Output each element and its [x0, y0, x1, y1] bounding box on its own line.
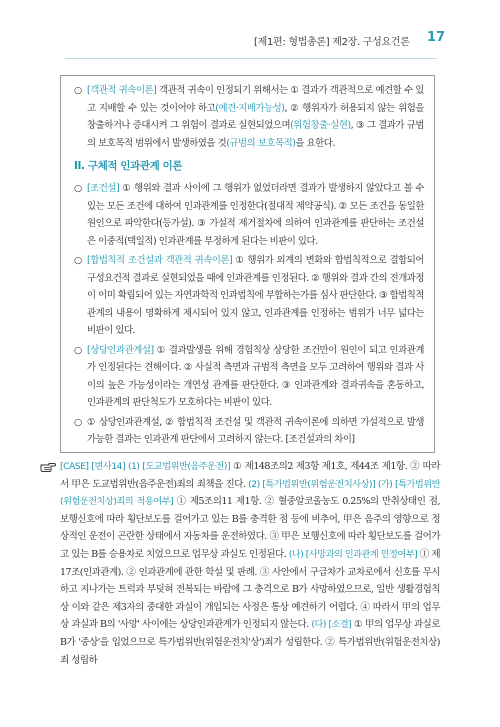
highlighted-term: (위험창출·실현)	[290, 120, 351, 131]
hypothetical-result-paragraph	[74, 414, 424, 449]
highlighted-term: (예견·지배가능성)	[215, 102, 285, 114]
body-text: , ② 행위자가 허용되지 않는 위험을 창출하거나 증대시켜 그 위험이 결과로 실현되었으며	[87, 102, 424, 131]
bullet-icon: ○	[74, 255, 82, 266]
highlighted-term: (규범의 보호목적)	[226, 137, 296, 149]
body-text: ① 상당인과관계설, ② 합법칙적 조건설 및 객관적 귀속이론에 의하면 가설적으로 발생 가능한 결과는 인과관계 판단에서 고려하지 않는다. [조건설과의 차이]	[87, 416, 424, 445]
highlighted-term: [객관적 귀속이론]	[87, 85, 157, 96]
case-section	[40, 458, 440, 669]
chapter-breadcrumb: [제1편: 형법총론] 제2장. 구성요건론	[254, 37, 410, 48]
body-text: ① 행위가 외계의 변화와 합법칙적으로 결합되어 구성요건적 결과로 실현되었을 때에 인과관계를 인정된다. ② 행위와 결과 간의 전개과정이 이미 확립되어 있는 자연과학적 인과법칙에 부합하는가를 심사 판단한다. ③ 합법칙적 관계의 내용이 명확하게 제시되어 있지 않고, 인과관계를 인정하는 범위가 너무 넓다는 비판이 있다.	[87, 255, 425, 336]
body-text: ① 甲의 업무상 과실로 B가 '중상'을 입었으므로 특가법위반(위험운전치'상')죄가 성립한다. ② 특가법위반(위험운전치상)죄 성립하	[60, 619, 440, 666]
bullet-icon: ○	[74, 85, 82, 96]
page-header	[0, 0, 500, 70]
highlighted-term: (나) [사망과의 인과관계 인정여부]	[288, 548, 418, 560]
body-text: 객관적 귀속이 인정되기 위해서는 ① 결과가 객관적으로 예견할 수 있고 지배할 수 있는 것이어야 하고	[87, 85, 424, 114]
body-text: ① 제17조(인과관계). ② 인과관계에 관한 학설 및 판례. ③ 사안에서 구급차가 교차로에서 신호를 무시하고 지나가는 트럭과 부딪혀 전복되는 바람에 그 충격으로 B가 사망하였으므로, 일반 생활경험칙상 이와 같은 제3자의 중대한 과실이 개입되는 사정은 통상 예견하기 어렵다. ④ 따라서 甲의 업무상 과실과 B의 '사망' 사이에는 상당인과관계가 인정되지 않는다.	[60, 548, 441, 631]
highlighted-term: [CASE] [변사14] (1) [도교법위반(음주운전)]	[60, 461, 231, 472]
body-text: ① 결과발생을 위해 경험칙상 상당한 조건만이 원인이 되고 인과관계가 인정된다는 견해이다. ② 사실적 측면과 규범적 측면을 모두 고려하여 행위와 결과 사이의 높은 가능성이라는 개연성 관계를 판단한다. ③ 인과관계와 결과귀속을 혼동하고, 인과관계의 판단척도가 모호하다는 비판이 있다.	[87, 344, 424, 408]
page-number: 17	[427, 30, 446, 45]
case-analysis-text	[60, 458, 440, 669]
theory-summary-box	[60, 75, 435, 453]
body-text: ① 행위와 결과 사이에 그 행위가 없었더라면 결과가 발생하지 않았다고 볼 수 있는 모든 조건에 대하여 인과관계를 인정한다(절대적 제약공식). ② 모든 조건을 동일한 원인으로 파악한다(등가설). ③ 가설적 제거절차에 의하여 인과관계를 판단하는 조건설은 이중적(택일적) 인과관계를 부정하게 된다는 비판이 있다.	[87, 183, 424, 247]
bullet-icon: ○	[74, 183, 82, 194]
section-title: II. 구체적 인과관계 이론	[74, 160, 183, 172]
header-rule	[65, 58, 437, 59]
highlighted-term: [합법칙적 조건설과 객관적 귀속이론]	[87, 255, 233, 266]
body-text: , ③ 그 결과가 규범의 보호목적 범위에서 발생하였을 것	[87, 120, 424, 149]
body-text: 을 요한다.	[295, 137, 335, 149]
highlighted-term: [조건설]	[87, 183, 120, 194]
highlighted-term: (다) [소결]	[311, 619, 352, 631]
condition-theory-paragraph	[74, 180, 424, 250]
lawful-condition-paragraph	[74, 252, 424, 340]
objective-attribution-paragraph	[74, 82, 424, 152]
highlighted-term: [상당인과관계설]	[87, 344, 154, 356]
bullet-icon: ○	[74, 344, 82, 356]
body-text: ① 제5조의11 제1항. ② 혈중알코올농도 0.25%의 만취상태인 점, 보행신호에 따라 횡단보도를 걸어가고 있는 B를 충격한 점 등에 비추어, 甲은 음주의 영향으로 정상적인 운전이 곤란한 상태에서 자동차를 운전하였다. ③ 甲은 보행신호에 따라 횡단보도를 걸어가고 있는 B를 승용차로 치었으므로 업무상 과실도 인정된다.	[60, 496, 440, 560]
body-text: ① 제148조의2 제3항 제1호, 제44조 제1항. ② 따라서 甲은 도교법위반(음주운전)죄의 죄책을 진다.	[60, 461, 440, 490]
highlighted-term: (2) [특가법위반(위험운전치사상)] (가) [특가법위반(위험운전치상)죄의 적용여부]	[60, 478, 440, 508]
pointing-hand-icon	[40, 461, 56, 473]
bullet-icon: ○	[74, 416, 82, 428]
adequate-causation-paragraph	[74, 342, 424, 412]
